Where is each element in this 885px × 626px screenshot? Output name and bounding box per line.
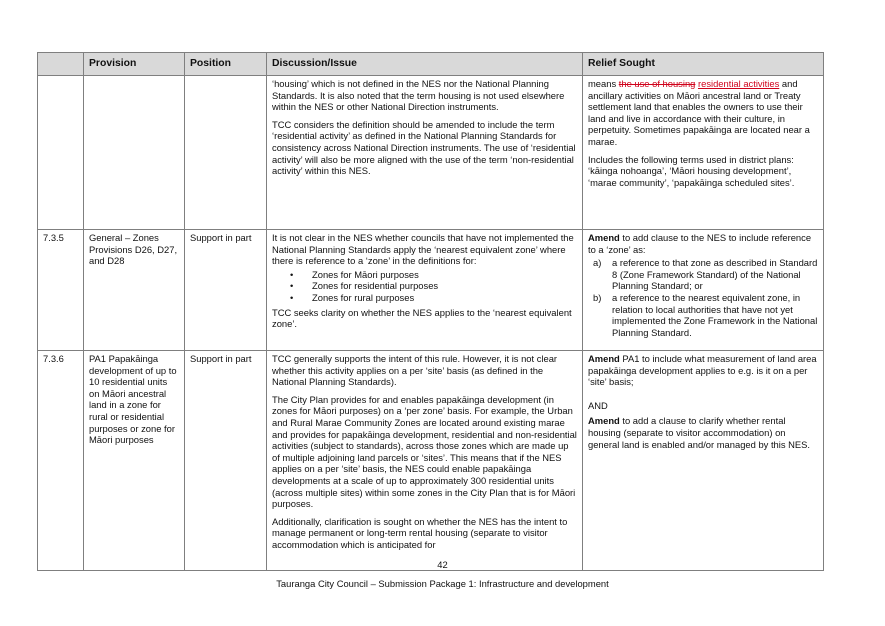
cell-position: Support in part	[185, 351, 267, 571]
discussion-paragraph: ‘housing’ which is not defined in the NES nor the National Planning Standards. It is also noted that the term housing is not used elsewhere within the NES or other National Direction instruments.	[272, 78, 565, 113]
cell-provision: PA1 Papakāinga development of up to 10 residential units on Māori ancestral land in a zone for rural or residential purposes or zone for Māori purposes	[84, 351, 185, 571]
submission-table	[37, 52, 824, 571]
header-provision: Provision	[84, 53, 185, 76]
header-discussion: Discussion/Issue	[267, 53, 583, 76]
cell-position: Support in part	[185, 230, 267, 351]
discussion-paragraph: TCC seeks clarity on whether the NES applies to the ‘nearest equivalent zone’.	[272, 306, 572, 330]
list-item	[588, 292, 818, 338]
cell-num	[38, 76, 84, 230]
and-connector: AND	[588, 399, 608, 411]
cell-discussion	[267, 230, 583, 351]
bullet-list	[272, 269, 577, 304]
list-item-text: a reference to that zone as described in Standard 8 (Zone Framework Standard) of the National Planning Standard; or	[612, 257, 818, 292]
table-row	[38, 76, 824, 230]
cell-relief	[583, 351, 824, 571]
relief-text: to add clause to the NES to include reference to a ‘zone’ as:	[588, 232, 812, 255]
discussion-paragraph: TCC considers the definition should be amended to include the term ‘residential activity’ as defined in the National Planning Standards for consistency across National Direction instruments. The use of ‘residential activity’ will also be more aligned with the use of the term ‘non-residential activity’ within this NES.	[272, 118, 576, 177]
relief-paragraph: Includes the following terms used in district plans: ‘kāinga nohoanga’, ‘Māori housing development’, ‘marae community’, ‘papakāinga scheduled sites’.	[588, 153, 795, 188]
list-item: • Zones for rural purposes	[272, 292, 577, 304]
relief-text: and ancillary activities on Māori ancestral land or Treaty settlement land that enables the owners to use their land and live in accordance with their culture, in perpetuity. Sometimes papakāinga are located near a marae.	[588, 78, 810, 147]
relief-text: means	[588, 78, 619, 89]
cell-discussion	[267, 76, 583, 230]
cell-relief	[583, 230, 824, 351]
cell-num: 7.3.5	[38, 230, 84, 351]
page-number: 42	[437, 559, 448, 570]
header-position: Position	[185, 53, 267, 76]
amend-label: Amend	[588, 415, 620, 427]
list-marker: b)	[593, 291, 602, 303]
relief-paragraph	[588, 78, 818, 148]
table-row	[38, 351, 824, 571]
discussion-paragraph: TCC generally supports the intent of this rule. However, it is not clear whether this activity applies on a per ‘site’ basis (as defined in the National Planning Standards).	[272, 353, 558, 388]
deleted-text: the use of housing	[618, 78, 696, 89]
relief-paragraph	[588, 353, 818, 388]
cell-provision	[84, 76, 185, 230]
list-item	[588, 257, 818, 292]
list-item: • Zones for residential purposes	[272, 280, 577, 292]
lettered-list	[588, 257, 818, 338]
inserted-text: residential activities	[697, 78, 780, 89]
discussion-paragraph: Additionally, clarification is sought on whether the NES has the intent to manage permanent or long-term rental housing (separate to visitor accommodation which is anticipated for	[272, 515, 568, 550]
footer-title: Tauranga City Council – Submission Package 1: Infrastructure and development	[276, 578, 609, 589]
cell-provision: General – Zones Provisions D26, D27, and D28	[84, 230, 185, 351]
list-item: • Zones for Māori purposes	[272, 269, 577, 281]
list-item-text: a reference to the nearest equivalent zone, in relation to local authorities that have not yet implemented the Zone Framework in the National Planning Standard.	[612, 291, 818, 338]
cell-position	[185, 76, 267, 230]
relief-paragraph	[588, 232, 818, 255]
list-marker: a)	[593, 257, 602, 269]
header-row	[38, 53, 824, 76]
cell-relief	[583, 76, 824, 230]
relief-text: PA1 to include what measurement of land area papakāinga development applies to e.g. is it on a per ‘site’ basis;	[588, 353, 817, 388]
header-num	[38, 53, 84, 76]
discussion-paragraph: It is not clear in the NES whether councils that have not implemented the National Planning Standards apply the ‘nearest equivalent zone’ where there is reference to a ‘zone’ in the definitions for:	[272, 232, 574, 267]
table-row	[38, 230, 824, 351]
cell-discussion	[267, 351, 583, 571]
cell-num: 7.3.6	[38, 351, 84, 571]
amend-label: Amend	[588, 353, 620, 364]
header-relief: Relief Sought	[583, 53, 824, 76]
relief-paragraph	[588, 415, 818, 450]
discussion-paragraph: The City Plan provides for and enables papakāinga development (in zones for Māori purposes) on a ‘per zone’ basis. For example, the Urban and Rural Marae Community Zones are located around existing marae and provides for papakāinga development, residential and non-residential activities (subject to standards), across those zones which are made up of multiple adjoining land parcels or ‘sites’. This means that if the NES applies on a per ‘site’ basis, the NES could enable papakāinga developments at a scale of up to approximately 300 residential units (across multiple sites) within some zones in the City Plan that is for Māori purposes.	[272, 393, 577, 510]
relief-text: to add a clause to clarify whether rental housing (separate to visitor accommodation) on general land is enabled and/or managed by this NES.	[588, 415, 811, 450]
amend-label: Amend	[588, 232, 620, 243]
